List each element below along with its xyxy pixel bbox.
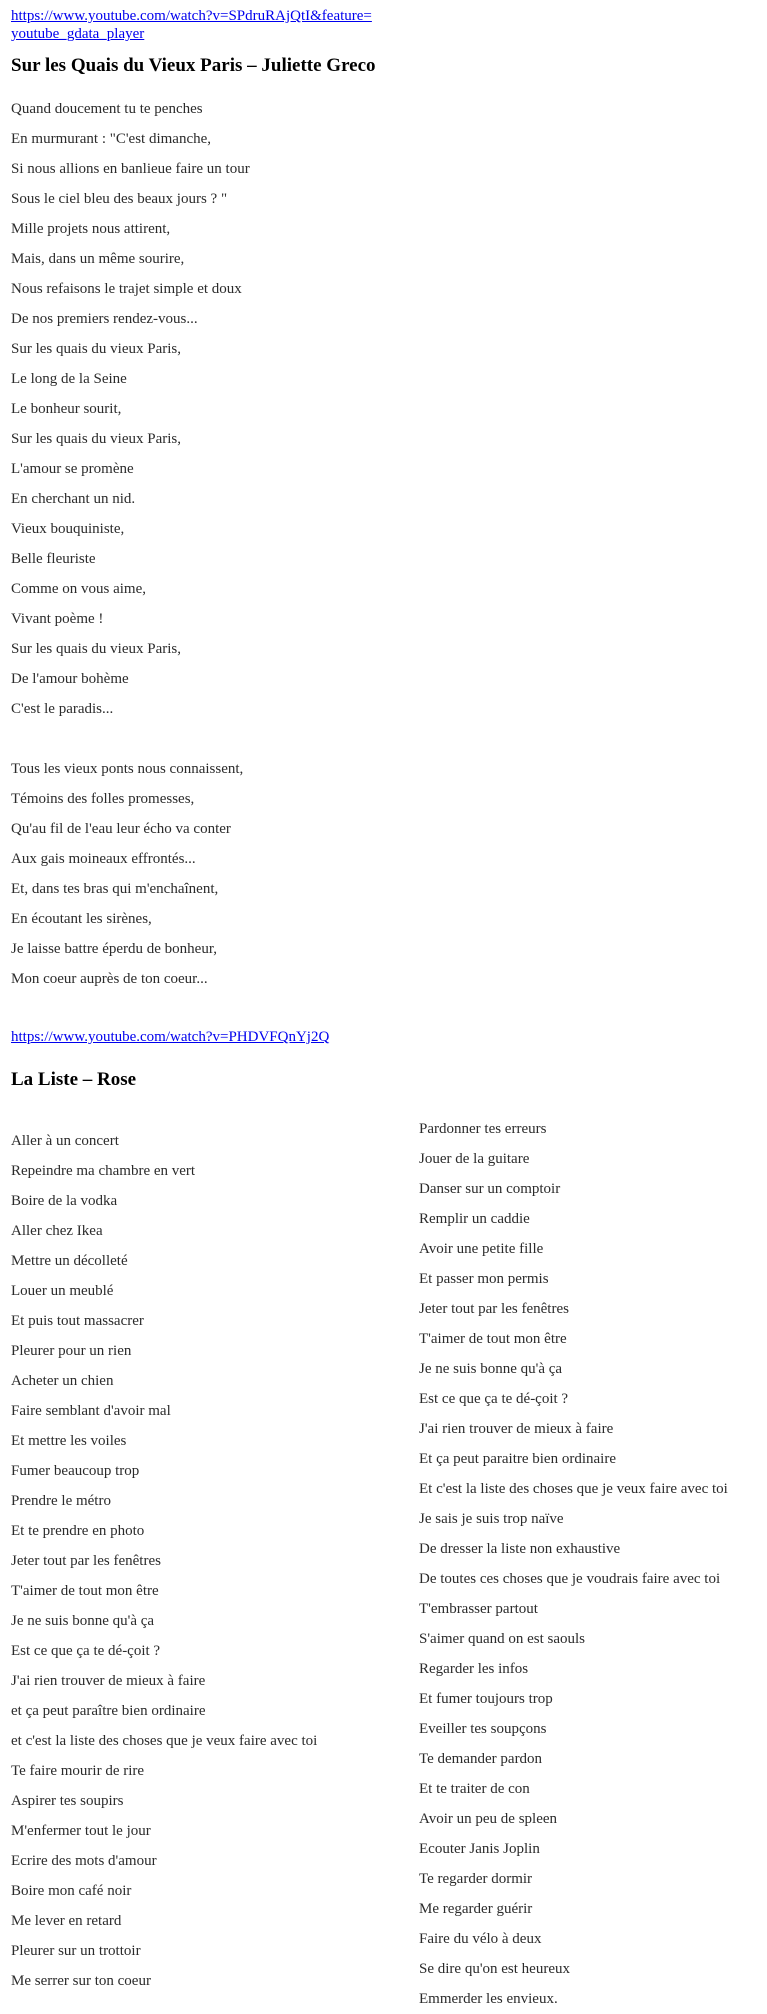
lyric-line: Emmerder les envieux. — [419, 1991, 558, 2007]
lyric-line: Et, dans tes bras qui m'enchaînent, — [11, 881, 219, 897]
lyric-line: Ecrire des mots d'amour — [11, 1853, 157, 1869]
lyric-line: Et ça peut paraitre bien ordinaire — [419, 1451, 616, 1467]
lyric-line: Te regarder dormir — [419, 1871, 533, 1887]
lyric-line: Et fumer toujours trop — [419, 1691, 553, 1707]
blank-line — [11, 724, 250, 754]
lyric-line: C'est le paradis... — [11, 701, 114, 717]
lyric-line: Te faire mourir de rire — [11, 1763, 145, 1779]
lyric-line: De toutes ces choses que je voudrais faire avec toi — [419, 1571, 721, 1587]
lyric-line: Remplir un caddie — [419, 1211, 530, 1227]
lyric-line: Pleurer sur un trottoir — [11, 1943, 141, 1959]
lyric-line: Me serrer sur ton coeur — [11, 1973, 151, 1989]
lyric-line: Prendre le métro — [11, 1493, 111, 1509]
lyric-line: De nos premiers rendez-vous... — [11, 311, 198, 327]
lyric-line: Faire du vélo à deux — [419, 1931, 542, 1947]
lyric-line: Sur les quais du vieux Paris, — [11, 431, 181, 447]
lyric-line: J'ai rien trouver de mieux à faire — [419, 1421, 614, 1437]
lyric-line: Vivant poème ! — [11, 611, 104, 627]
lyric-line: Jeter tout par les fenêtres — [419, 1301, 569, 1317]
lyric-line: T'aimer de tout mon être — [419, 1331, 567, 1347]
lyric-line: Je ne suis bonne qu'à ça — [419, 1361, 563, 1377]
lyric-line: Mais, dans un même sourire, — [11, 251, 185, 267]
lyric-line: De l'amour bohème — [11, 671, 129, 687]
lyric-line: Tous les vieux ponts nous connaissent, — [11, 761, 244, 777]
lyric-line: Louer un meublé — [11, 1283, 114, 1299]
lyric-line: Boire mon café noir — [11, 1883, 132, 1899]
lyric-line: Acheter un chien — [11, 1373, 114, 1389]
lyric-line: Le long de la Seine — [11, 371, 127, 387]
lyric-line: T'aimer de tout mon être — [11, 1583, 159, 1599]
lyric-line: Regarder les infos — [419, 1661, 529, 1677]
lyric-line: Je laisse battre éperdu de bonheur, — [11, 941, 217, 957]
lyric-line: et ça peut paraître bien ordinaire — [11, 1703, 206, 1719]
lyric-line: Et c'est la liste des choses que je veux faire avec toi — [419, 1481, 728, 1497]
lyric-line: Et te traiter de con — [419, 1781, 530, 1797]
lyric-line: Si nous allions en banlieue faire un tour — [11, 161, 250, 177]
lyrics-2-right-column — [419, 1114, 728, 2014]
lyric-line: Sur les quais du vieux Paris, — [11, 641, 181, 657]
lyric-line: Témoins des folles promesses, — [11, 791, 195, 807]
lyric-line: Et mettre les voiles — [11, 1433, 127, 1449]
lyric-line: Vieux bouquiniste, — [11, 521, 125, 537]
lyric-line: Qu'au fil de l'eau leur écho va conter — [11, 821, 231, 837]
lyric-line: Avoir un peu de spleen — [419, 1811, 558, 1827]
lyric-line: Nous refaisons le trajet simple et doux — [11, 281, 242, 297]
lyric-line: L'amour se promène — [11, 461, 134, 477]
lyric-line: Je sais je suis trop naïve — [419, 1511, 564, 1527]
lyric-line: Pleurer pour un rien — [11, 1343, 132, 1359]
lyric-line: Quand doucement tu te penches — [11, 101, 203, 117]
lyric-line: Se dire qu'on est heureux — [419, 1961, 570, 1977]
lyric-line: T'embrasser partout — [419, 1601, 538, 1617]
lyric-line: Aller chez Ikea — [11, 1223, 103, 1239]
lyric-line: En cherchant un nid. — [11, 491, 136, 507]
lyric-line: Aspirer tes soupirs — [11, 1793, 124, 1809]
lyric-line: Je ne suis bonne qu'à ça — [11, 1613, 155, 1629]
youtube-link-1[interactable]: https://www.youtube.com/watch?v=SPdruRAjQtI&feature=youtube_gdata_player — [11, 8, 372, 42]
lyric-line: Faire semblant d'avoir mal — [11, 1403, 171, 1419]
lyric-line: Mettre un décolleté — [11, 1253, 128, 1269]
lyric-line: Boire de la vodka — [11, 1193, 118, 1209]
lyric-line: S'aimer quand on est saouls — [419, 1631, 586, 1647]
lyric-line: Repeindre ma chambre en vert — [11, 1163, 196, 1179]
lyric-line: En écoutant les sirènes, — [11, 911, 152, 927]
lyric-line: En murmurant : "C'est dimanche, — [11, 131, 212, 147]
lyrics-1 — [11, 94, 250, 994]
lyric-line: Mon coeur auprès de ton coeur... — [11, 971, 208, 987]
lyrics-2-left-column — [11, 1126, 317, 1996]
lyric-line: Ecouter Janis Joplin — [419, 1841, 540, 1857]
lyric-line: Me regarder guérir — [419, 1901, 533, 1917]
lyric-line: M'enfermer tout le jour — [11, 1823, 151, 1839]
lyric-line: Fumer beaucoup trop — [11, 1463, 140, 1479]
song-title-2: La Liste – Rose — [11, 1069, 137, 1090]
lyric-line: Comme on vous aime, — [11, 581, 146, 597]
lyric-line: De dresser la liste non exhaustive — [419, 1541, 621, 1557]
lyric-line: Pardonner tes erreurs — [419, 1121, 547, 1137]
lyric-line: Mille projets nous attirent, — [11, 221, 171, 237]
lyric-line: Sous le ciel bleu des beaux jours ? " — [11, 191, 228, 207]
youtube-link-2[interactable]: https://www.youtube.com/watch?v=PHDVFQnYj2Q — [11, 1029, 330, 1045]
lyric-line: Sur les quais du vieux Paris, — [11, 341, 181, 357]
lyric-line: Et puis tout massacrer — [11, 1313, 144, 1329]
lyric-line: Est ce que ça te dé-çoit ? — [11, 1643, 161, 1659]
lyric-line: Avoir une petite fille — [419, 1241, 544, 1257]
lyric-line: Est ce que ça te dé-çoit ? — [419, 1391, 569, 1407]
lyric-line: Jouer de la guitare — [419, 1151, 530, 1167]
lyric-line: Et passer mon permis — [419, 1271, 549, 1287]
lyric-line: Aux gais moineaux effrontés... — [11, 851, 196, 867]
lyric-line: Te demander pardon — [419, 1751, 543, 1767]
lyric-line: Jeter tout par les fenêtres — [11, 1553, 161, 1569]
lyric-line: Et te prendre en photo — [11, 1523, 145, 1539]
song-title-1: Sur les Quais du Vieux Paris – Juliette Greco — [11, 55, 376, 76]
lyric-line: et c'est la liste des choses que je veux faire avec toi — [11, 1733, 318, 1749]
lyric-line: J'ai rien trouver de mieux à faire — [11, 1673, 206, 1689]
lyric-line: Le bonheur sourit, — [11, 401, 122, 417]
lyric-line: Danser sur un comptoir — [419, 1181, 561, 1197]
lyric-line: Aller à un concert — [11, 1133, 119, 1149]
lyric-line: Me lever en retard — [11, 1913, 122, 1929]
lyric-line: Belle fleuriste — [11, 551, 96, 567]
lyric-line: Eveiller tes soupçons — [419, 1721, 547, 1737]
